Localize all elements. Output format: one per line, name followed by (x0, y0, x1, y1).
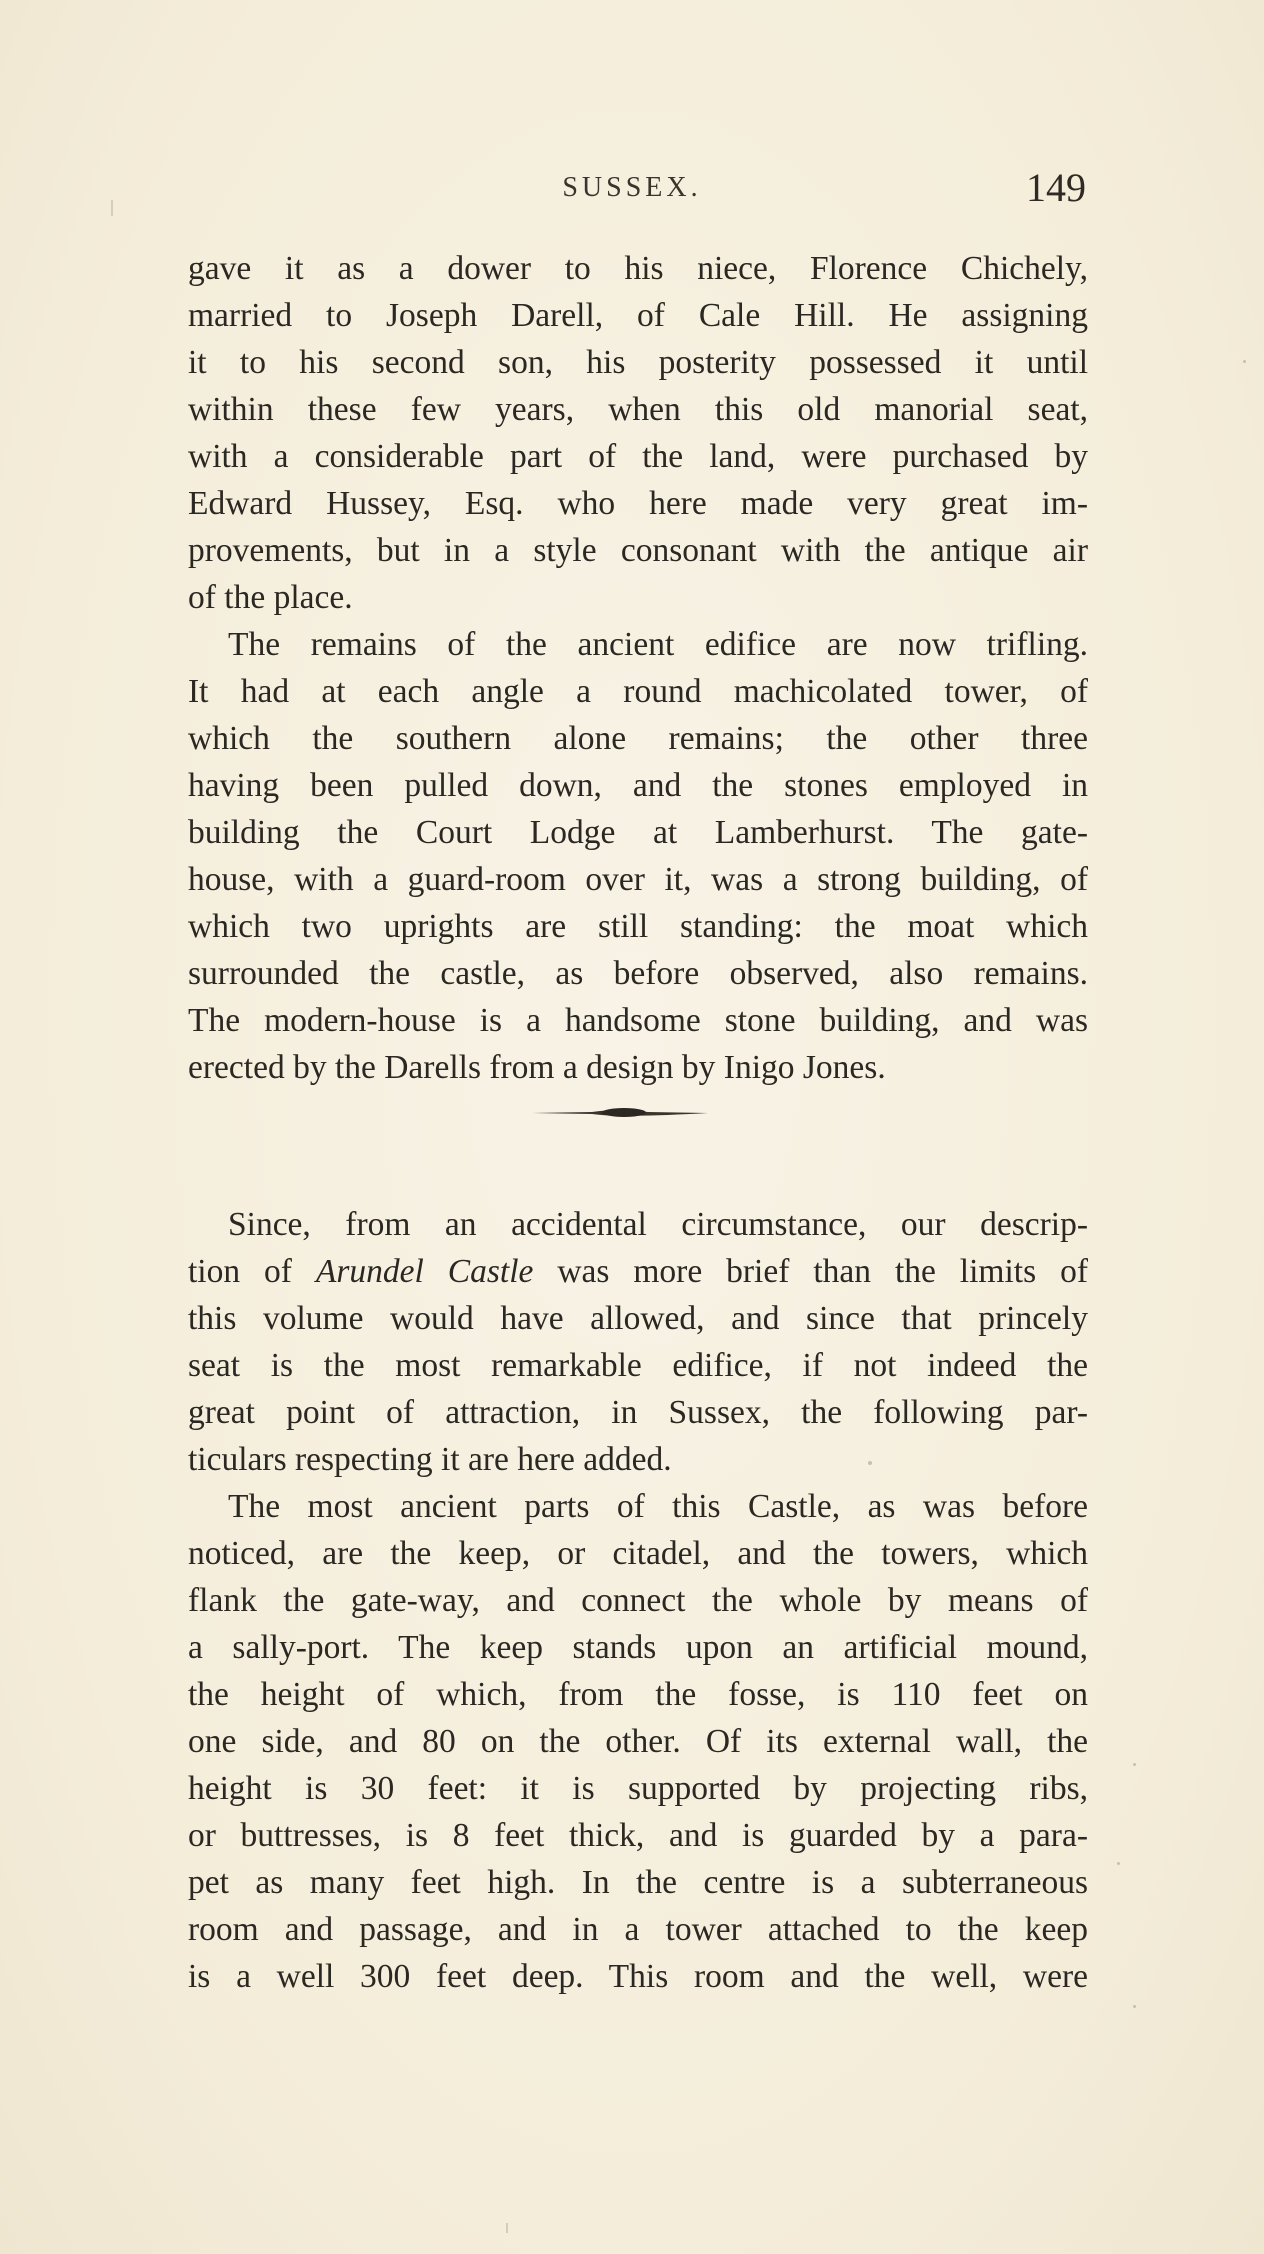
text-line: great point of attraction, in Sussex, the following par- (188, 1394, 1088, 1431)
text-line-with-italic (188, 1248, 1088, 1295)
text-line: The modern-house is a handsome stone building, and was (188, 1002, 1088, 1039)
text-line: is a well 300 feet deep. This room and the well, were (188, 1958, 1088, 1995)
text-run: tion of (188, 1253, 316, 1290)
text-line: house, with a guard-room over it, was a strong building, of (188, 861, 1088, 898)
text-line: married to Joseph Darell, of Cale Hill. He assigning (188, 297, 1088, 334)
text-line: erected by the Darells from a design by Inigo Jones. (188, 1049, 886, 1086)
text-line: Since, from an accidental circumstance, our descrip- (228, 1206, 1088, 1243)
text-line: which two uprights are still standing: the moat which (188, 908, 1088, 945)
paper-speck (1133, 1763, 1136, 1766)
text-line: ticulars respecting it are here added. (188, 1441, 672, 1478)
text-line: Edward Hussey, Esq. who here made very great im- (188, 485, 1088, 522)
text-line: having been pulled down, and the stones employed in (188, 767, 1088, 804)
paper-speck (1243, 360, 1246, 363)
text-line: It had at each angle a round machicolated tower, of (188, 673, 1088, 710)
text-line: building the Court Lodge at Lamberhurst. The gate- (188, 814, 1088, 851)
text-line: the height of which, from the fosse, is 110 feet on (188, 1676, 1088, 1713)
paragraph-hussey (188, 245, 1088, 621)
text-block-upper (188, 245, 1088, 1091)
section-divider-ornament (532, 1106, 708, 1120)
text-line: of the place. (188, 579, 353, 616)
text-line: a sally-port. The keep stands upon an artificial mound, (188, 1629, 1088, 1666)
text-line: room and passage, and in a tower attached to the keep (188, 1911, 1088, 1948)
text-line: noticed, are the keep, or citadel, and the towers, which (188, 1535, 1088, 1572)
text-line: this volume would have allowed, and since that princely (188, 1300, 1088, 1337)
text-line: it to his second son, his posterity possessed it until (188, 344, 1088, 381)
paper-speck (1117, 1862, 1120, 1865)
text-line: height is 30 feet: it is supported by projecting ribs, (188, 1770, 1088, 1807)
paper-speck (868, 1461, 872, 1465)
text-line: surrounded the castle, as before observed, also remains. (188, 955, 1088, 992)
margin-mark (111, 200, 113, 216)
page-number: 149 (1026, 165, 1086, 210)
paragraph-arundel-intro (188, 1201, 1088, 1483)
italic-title-arundel-castle: Arundel Castle (315, 1253, 534, 1290)
paragraph-keep (188, 1483, 1088, 2000)
text-block-lower (188, 1201, 1088, 2000)
text-line: seat is the most remarkable edifice, if not indeed the (188, 1347, 1088, 1384)
text-run: was more brief than the limits of (533, 1253, 1088, 1290)
paper-speck (1133, 2005, 1136, 2008)
text-line: with a considerable part of the land, were purchased by (188, 438, 1088, 475)
text-line: The most ancient parts of this Castle, as was before (228, 1488, 1088, 1525)
text-line: gave it as a dower to his niece, Florence Chichely, (188, 250, 1088, 287)
text-line: pet as many feet high. In the centre is a subterraneous (188, 1864, 1088, 1901)
text-line: or buttresses, is 8 feet thick, and is guarded by a para- (188, 1817, 1088, 1854)
text-line: one side, and 80 on the other. Of its external wall, the (188, 1723, 1088, 1760)
paragraph-remains (188, 621, 1088, 1091)
running-header: SUSSEX. (562, 172, 702, 203)
text-line: The remains of the ancient edifice are now trifling. (228, 626, 1088, 663)
text-line: flank the gate-way, and connect the whole by means of (188, 1582, 1088, 1619)
text-line: within these few years, when this old manorial seat, (188, 391, 1088, 428)
text-line: which the southern alone remains; the other three (188, 720, 1088, 757)
text-line: provements, but in a style consonant with the antique air (188, 532, 1088, 569)
margin-mark (506, 2223, 508, 2233)
